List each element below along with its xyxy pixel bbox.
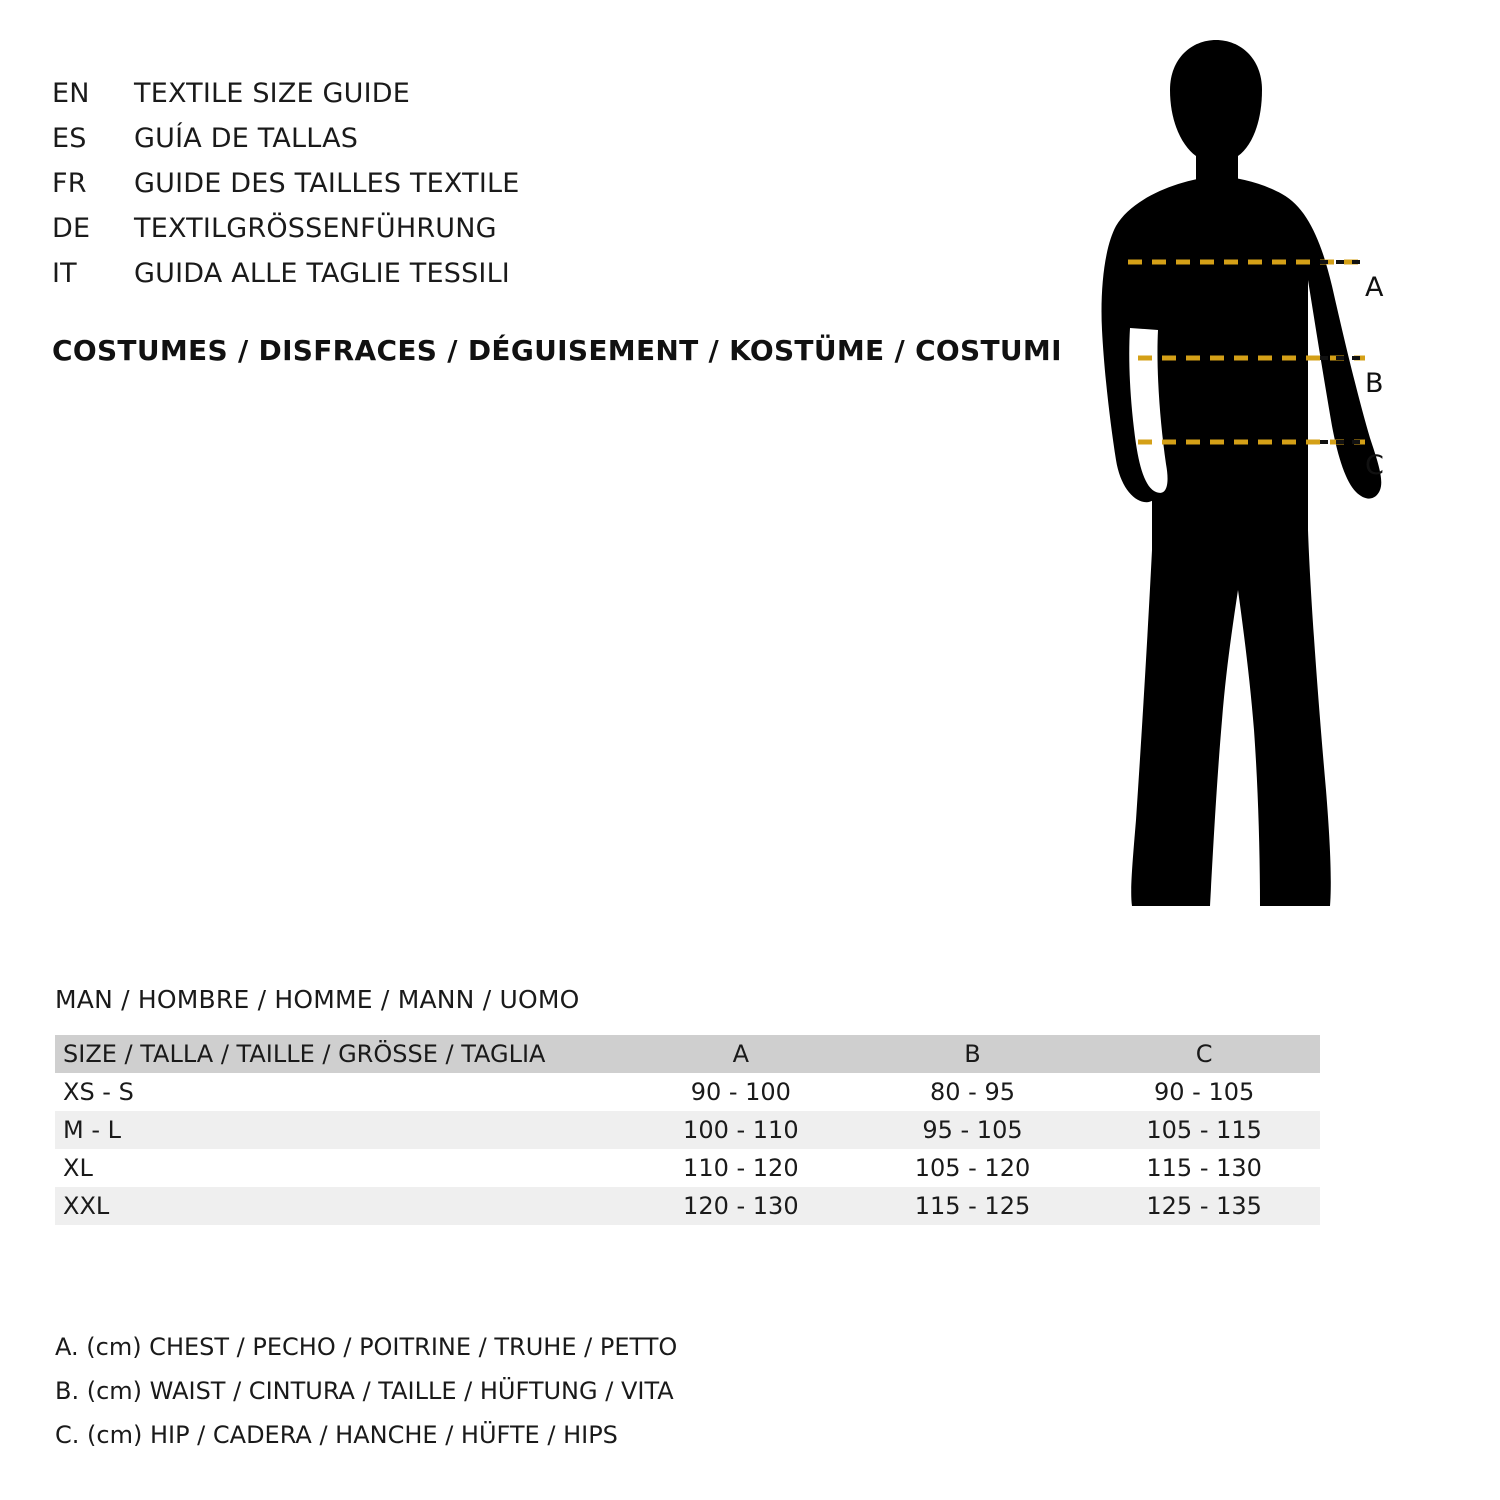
cell-a: 110 - 120 (683, 1154, 799, 1182)
legend-line-a: A. (cm) CHEST / PECHO / POITRINE / TRUHE / PETTO (55, 1333, 678, 1361)
cell-size: XS - S (63, 1078, 134, 1106)
language-row-it (52, 258, 952, 303)
language-text: TEXTILGRÖSSENFÜHRUNG (134, 213, 497, 244)
table-row (55, 1073, 1320, 1111)
size-table (55, 1035, 1320, 1225)
table-body (55, 1073, 1320, 1225)
cell-c: 105 - 115 (1146, 1116, 1262, 1144)
legend-line-b: B. (cm) WAIST / CINTURA / TAILLE / HÜFTUNG / VITA (55, 1377, 674, 1405)
cell-a: 90 - 100 (690, 1078, 791, 1106)
language-code: DE (52, 213, 91, 244)
language-text: GUÍA DE TALLAS (134, 123, 359, 154)
column-header-size: SIZE / TALLA / TAILLE / GRÖSSE / TAGLIA (63, 1040, 546, 1068)
table-header-row (55, 1035, 1320, 1073)
language-text: GUIDE DES TAILLES TEXTILE (134, 168, 520, 199)
cell-c: 90 - 105 (1154, 1078, 1255, 1106)
cell-size: XXL (63, 1192, 110, 1220)
table-head (55, 1035, 1320, 1073)
marker-label-b: B (1365, 368, 1384, 399)
language-code: IT (52, 258, 77, 289)
language-row-es (52, 123, 952, 168)
cell-b: 115 - 125 (914, 1192, 1031, 1220)
language-code: ES (52, 123, 87, 154)
cell-size: XL (63, 1154, 93, 1182)
costumes-subtitle: COSTUMES / DISFRACES / DÉGUISEMENT / KOSTÜME / COSTUMI (52, 334, 1062, 367)
language-code: EN (52, 78, 90, 109)
column-header-b: B (964, 1040, 981, 1068)
language-row-de (52, 213, 952, 258)
table-row (55, 1111, 1320, 1149)
language-row-en (52, 78, 952, 123)
cell-c: 115 - 130 (1146, 1154, 1262, 1182)
table-row (55, 1187, 1320, 1225)
column-header-a: A (732, 1040, 750, 1068)
body-figure (1020, 30, 1440, 930)
language-list (52, 78, 952, 303)
language-text: GUIDA ALLE TAGLIE TESSILI (134, 258, 510, 289)
cell-a: 100 - 110 (683, 1116, 799, 1144)
table-row (55, 1149, 1320, 1187)
language-text: TEXTILE SIZE GUIDE (134, 78, 411, 109)
marker-label-c: C (1365, 450, 1384, 481)
language-code: FR (52, 168, 87, 199)
measurement-legend (55, 1325, 677, 1457)
table-section-title: MAN / HOMBRE / HOMME / MANN / UOMO (55, 985, 580, 1014)
cell-a: 120 - 130 (683, 1192, 799, 1220)
legend-line-c: C. (cm) HIP / CADERA / HANCHE / HÜFTE / HIPS (55, 1421, 618, 1449)
language-row-fr (52, 168, 952, 213)
cell-c: 125 - 135 (1146, 1192, 1262, 1220)
cell-b: 95 - 105 (922, 1116, 1023, 1144)
cell-size: M - L (63, 1116, 121, 1144)
cell-b: 80 - 95 (929, 1078, 1015, 1106)
cell-b: 105 - 120 (914, 1154, 1031, 1182)
column-header-c: C (1195, 1040, 1213, 1068)
marker-label-a: A (1365, 272, 1384, 303)
